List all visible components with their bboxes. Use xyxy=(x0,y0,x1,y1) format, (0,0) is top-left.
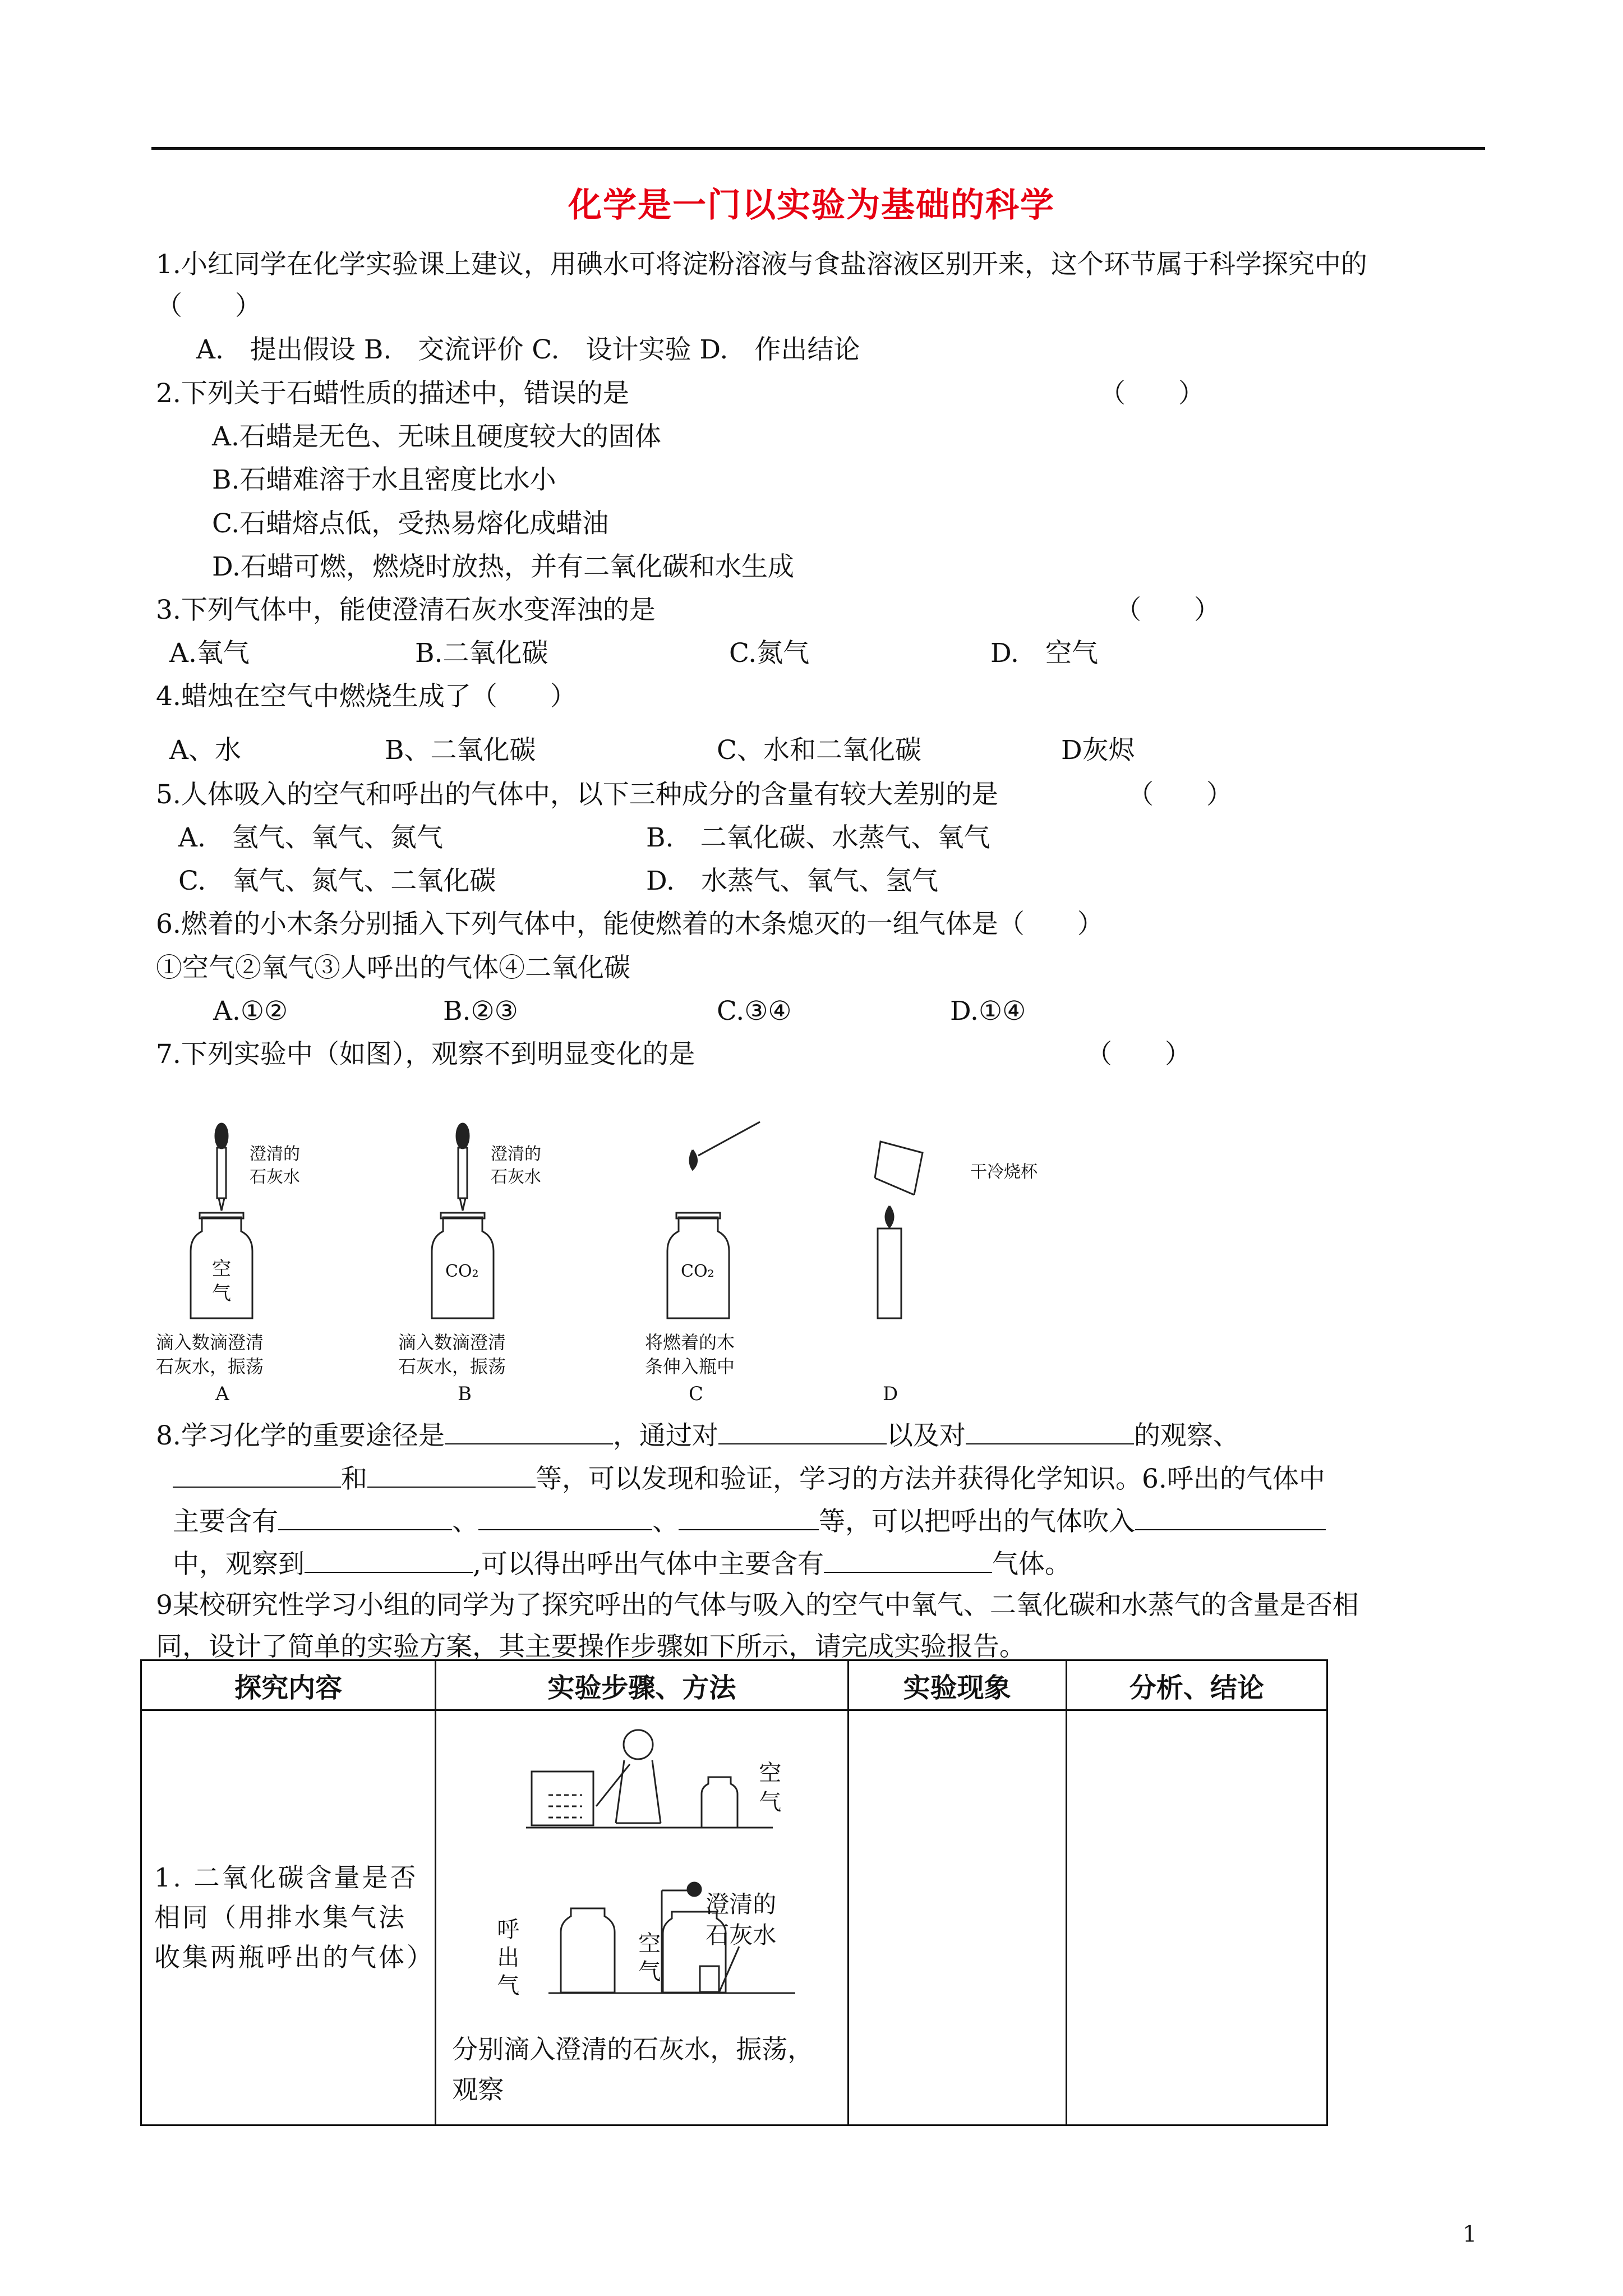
table-header-row xyxy=(141,1660,1327,1710)
q4-stem: 4.蜡烛在空气中燃烧生成了（ ） xyxy=(156,681,577,712)
q3-option-a: A.氧气 xyxy=(169,638,250,669)
fig-a-caption: 滴入数滴澄清 石灰水，振荡 xyxy=(156,1332,264,1378)
row-label-cell: 1. 二氧化碳含量是否相同（用排水集气法收集两瓶呼出的气体） xyxy=(141,1710,436,2125)
q8-text: 气体。 xyxy=(992,1549,1071,1580)
q5-stem: 5.人体吸入的空气和呼出的气体中，以下三种成分的含量有较大差别的是 xyxy=(156,779,998,810)
q8-blank-8[interactable] xyxy=(679,1507,819,1530)
q4-option-a: A、水 xyxy=(169,735,241,766)
cold-beaker-icon xyxy=(875,1142,923,1195)
q3-paren: （ ） xyxy=(1115,595,1220,625)
table-row xyxy=(141,1710,1327,2125)
q5-option-d: D. 水蒸气、氧气、氢气 xyxy=(646,866,938,896)
steps-cell xyxy=(436,1710,848,2125)
fig-b-caption: 滴入数滴澄清 石灰水，振荡 xyxy=(398,1332,506,1378)
q8-text: 等，可以把呼出的气体吹入 xyxy=(819,1506,1135,1537)
q2-option-d: D.石蜡可燃，燃烧时放热，并有二氧化碳和水生成 xyxy=(212,551,794,582)
fig-a-bottle-label: 空 气 xyxy=(212,1258,231,1305)
q1-line1: 1.小红同学在化学实验课上建议，用碘水可将淀粉溶液与食盐溶液区别开来，这个环节属于科学探究中的 xyxy=(156,249,1367,280)
exhaled-label: 呼 出 气 xyxy=(497,1917,520,1999)
q8-text: 中，观察到 xyxy=(173,1549,305,1580)
q8-blank-3[interactable] xyxy=(966,1421,1134,1444)
q4-option-b: B、二氧化碳 xyxy=(385,735,536,766)
q8-text: 、 xyxy=(652,1506,679,1537)
q9-line2: 同，设计了简单的实验方案，其主要操作步骤如下所示，请完成实验报告。 xyxy=(156,1631,1026,1662)
q8-blank-6[interactable] xyxy=(278,1507,452,1530)
q8-blank-4[interactable] xyxy=(173,1464,341,1488)
q7-paren: （ ） xyxy=(1086,1039,1191,1070)
q8-text: 的观察、 xyxy=(1133,1420,1239,1451)
q4-option-d: D灰烬 xyxy=(1061,735,1135,766)
q3-option-c: C.氮气 xyxy=(729,638,810,669)
q8-text: 、 xyxy=(452,1506,478,1537)
fig-c-caption: 将燃着的木 条伸入瓶中 xyxy=(645,1332,735,1378)
fig-b-dropper-label: 澄清的 石灰水 xyxy=(491,1144,541,1187)
fig-a-dropper-label: 澄清的 石灰水 xyxy=(250,1144,300,1187)
q5-option-b: B. 二氧化碳、水蒸气、氧气 xyxy=(646,822,990,853)
header-cell: 探究内容 xyxy=(141,1660,436,1710)
q8-line3 xyxy=(173,1507,1326,1535)
steps-text: 分别滴入澄清的石灰水，振荡，观察 xyxy=(452,2034,814,2105)
candle-icon xyxy=(878,1206,901,1318)
header-cell: 分析、结论 xyxy=(1066,1660,1327,1710)
burning-splint-icon xyxy=(690,1122,760,1170)
q8-text: 以及对 xyxy=(886,1420,966,1451)
page-number: 1 xyxy=(1463,2221,1477,2247)
q8-text: 和 xyxy=(341,1464,367,1494)
q3-stem: 3.下列气体中，能使澄清石灰水变浑浊的是 xyxy=(156,595,656,625)
q2-option-c: C.石蜡熔点低，受热易熔化成蜡油 xyxy=(212,508,609,539)
q3-option-d: D. 空气 xyxy=(990,638,1098,669)
q3-option-b: B.二氧化碳 xyxy=(415,638,548,669)
q8-text: ，通过对 xyxy=(612,1420,718,1451)
q4-option-c: C、水和二氧化碳 xyxy=(717,735,921,766)
q8-text: 主要含有 xyxy=(173,1506,278,1537)
q8-line1 xyxy=(156,1421,1239,1449)
q1-paren: （ ） xyxy=(156,291,261,321)
q8-blank-9[interactable] xyxy=(1135,1507,1326,1530)
fig-a-letter: A xyxy=(215,1383,229,1405)
q8-blank-1[interactable] xyxy=(445,1421,613,1444)
fig-b-letter: B xyxy=(458,1383,472,1405)
fig-c-bottle-label: CO₂ xyxy=(681,1262,714,1281)
q5-option-a: A. 氢气、氧气、氮气 xyxy=(178,822,443,853)
q2-stem: 2.下列关于石蜡性质的描述中，错误的是 xyxy=(156,378,629,409)
q8-blank-11[interactable] xyxy=(824,1549,992,1573)
q8-text: 8.学习化学的重要途径是 xyxy=(156,1420,445,1451)
q6-option-c: C.③④ xyxy=(717,996,792,1027)
q9-line1: 9某校研究性学习小组的同学为了探究呼出的气体与吸入的空气中氧气、二氧化碳和水蒸气的含量是否相 xyxy=(156,1590,1359,1621)
page-title: 化学是一门以实验为基础的科学 xyxy=(568,186,1055,225)
q6-option-b: B.②③ xyxy=(443,996,518,1027)
q2-option-b: B.石蜡难溶于水且密度比水小 xyxy=(212,464,556,495)
q2-paren: （ ） xyxy=(1099,378,1205,409)
q6-option-d: D.①④ xyxy=(950,996,1026,1027)
q8-blank-7[interactable] xyxy=(478,1507,652,1530)
conclusion-cell[interactable] xyxy=(1066,1710,1327,2125)
experiment-report-table xyxy=(140,1659,1328,2126)
fig-c-letter: C xyxy=(689,1383,704,1405)
q8-blank-2[interactable] xyxy=(718,1421,887,1444)
q8-blank-10[interactable] xyxy=(305,1549,473,1573)
air-top-label: 空 气 xyxy=(759,1760,782,1815)
q6-option-a: A.①② xyxy=(213,996,288,1027)
q8-text: 等，可以发现和验证，学习的方法并获得化学知识。6.呼出的气体中 xyxy=(536,1464,1325,1494)
q2-option-a: A.石蜡是无色、无味且硬度较大的固体 xyxy=(212,421,661,452)
fig-d-letter: D xyxy=(883,1383,898,1405)
dropper-b-icon xyxy=(457,1124,469,1211)
header-cell: 实验步骤、方法 xyxy=(436,1660,848,1710)
fig-b-bottle-label: CO₂ xyxy=(445,1262,479,1281)
q6-stem: 6.燃着的小木条分别插入下列气体中，能使燃着的木条熄灭的一组气体是（ ） xyxy=(156,909,1104,940)
q5-paren: （ ） xyxy=(1127,779,1233,810)
q8-line4 xyxy=(173,1549,1071,1580)
header-rule xyxy=(151,147,1485,150)
q8-blank-5[interactable] xyxy=(367,1464,536,1488)
limewater-label: 澄清的 石灰水 xyxy=(706,1890,777,1949)
header-cell: 实验现象 xyxy=(848,1660,1066,1710)
q5-option-c: C. 氧气、氮气、二氧化碳 xyxy=(178,866,496,896)
dropper-a-icon xyxy=(215,1124,228,1211)
q6-items: ①空气②氧气③人呼出的气体④二氧化碳 xyxy=(156,953,630,983)
air-bottom-label: 空 气 xyxy=(638,1931,661,1985)
q8-line2 xyxy=(173,1464,1325,1492)
q1-options: A. 提出假设 B. 交流评价 C. 设计实验 D. 作出结论 xyxy=(196,334,860,365)
q7-stem: 7.下列实验中（如图），观察不到明显变化的是 xyxy=(156,1039,695,1070)
observation-cell[interactable] xyxy=(848,1710,1066,2125)
q8-text: ,可以得出呼出气体中主要含有 xyxy=(473,1549,824,1580)
fig-d-label: 干冷烧杯 xyxy=(970,1162,1038,1182)
